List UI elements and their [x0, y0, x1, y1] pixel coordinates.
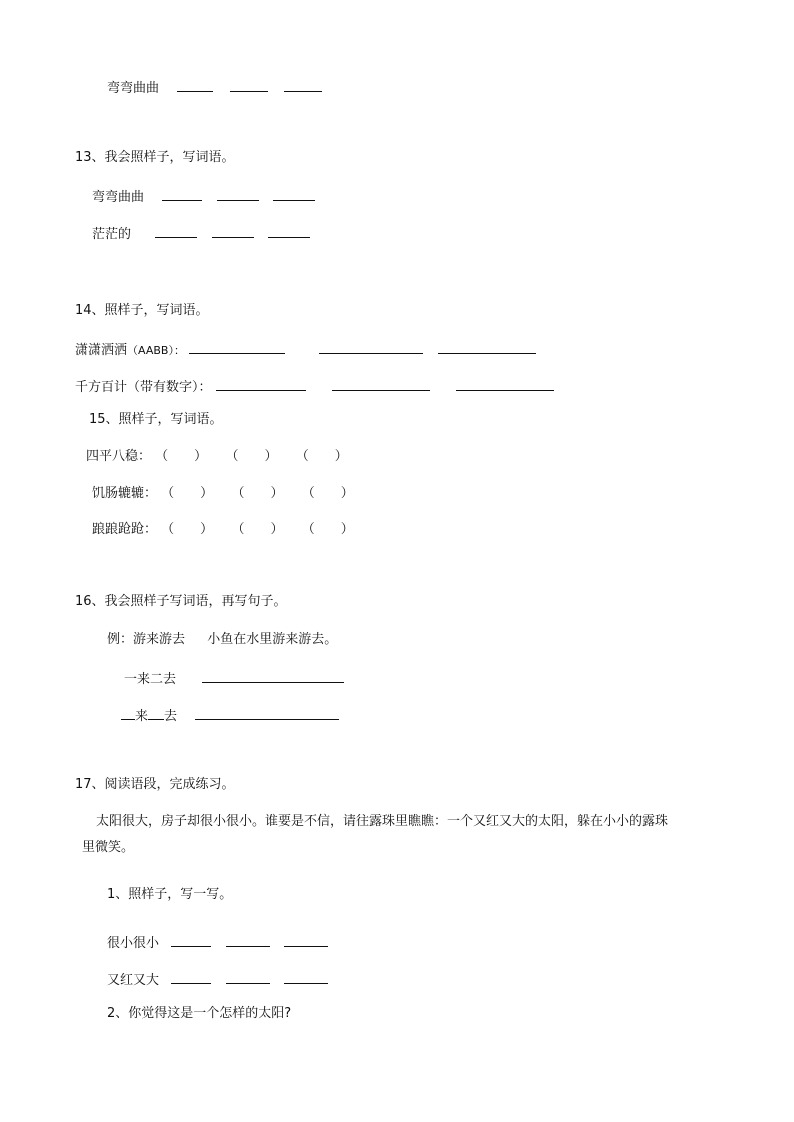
q17-title: 17、阅读语段，完成练习。 — [75, 777, 235, 792]
q17-sub1-row2 — [107, 969, 328, 990]
q14-row2-pattern: （带有数字）： — [127, 380, 212, 395]
q14-row1-pattern: （AABB）： — [127, 344, 185, 357]
q15-row3-word: 踉踉跄跄： — [92, 522, 158, 537]
blank[interactable] — [284, 969, 328, 984]
q13-word1: 弯弯曲曲 — [92, 190, 145, 205]
blank[interactable] — [189, 339, 285, 354]
q17-passage-line2: 里微笑。 — [82, 840, 135, 855]
blank[interactable] — [171, 932, 211, 947]
q15-row1 — [86, 448, 348, 466]
q15-row2-word: 饥肠辘辘： — [92, 486, 158, 501]
q16-item1 — [124, 668, 344, 689]
q17-word1: 很小很小 — [107, 936, 160, 951]
q17-passage-line1: 太阳很大，房子却很小很小。谁要是不信，请往露珠里瞧瞧：一个又红又大的太阳，躲在小小的露珠 — [96, 814, 669, 829]
paren-blank[interactable]: （ ） — [301, 486, 354, 501]
q13-word2: 茫茫的 — [92, 227, 132, 242]
blank[interactable] — [212, 223, 254, 238]
blank[interactable] — [268, 223, 310, 238]
paren-blank[interactable]: （ ） — [231, 486, 284, 501]
blank[interactable] — [155, 223, 197, 238]
q16-example-sentence: 小鱼在水里游来游去。 — [207, 632, 338, 647]
paren-blank[interactable]: （ ） — [155, 449, 208, 464]
blank[interactable] — [230, 77, 268, 92]
blank[interactable] — [216, 376, 306, 391]
q17-sub1-row1 — [107, 932, 328, 953]
paren-blank[interactable]: （ ） — [301, 522, 354, 537]
paren-blank[interactable]: （ ） — [161, 522, 214, 537]
blank[interactable] — [171, 969, 211, 984]
blank[interactable] — [284, 932, 328, 947]
q17-sub2: 2、你觉得这是一个怎样的太阳? — [107, 1006, 292, 1021]
q16-example-label: 例：游来游去 — [107, 632, 186, 647]
q15-title: 15、照样子，写词语。 — [89, 412, 223, 427]
q15-row1-word: 四平八稳： — [86, 449, 152, 464]
blank[interactable] — [121, 705, 135, 720]
q17-word2: 又红又大 — [107, 973, 160, 988]
q14-row2-word: 千方百计 — [75, 380, 128, 395]
blank[interactable] — [438, 339, 536, 354]
q14-row1-word: 潇潇洒洒 — [75, 343, 128, 358]
blank[interactable] — [148, 705, 164, 720]
q16-example — [107, 631, 337, 649]
blank[interactable] — [332, 376, 430, 391]
q15-row2 — [92, 485, 354, 503]
q16-title: 16、我会照样子写词语，再写句子。 — [75, 594, 287, 609]
q13-row1 — [92, 186, 315, 207]
q17-sub1: 1、照样子，写一写。 — [107, 887, 233, 902]
paren-blank[interactable]: （ ） — [161, 486, 214, 501]
blank[interactable] — [217, 186, 259, 201]
q14-row1 — [75, 339, 536, 360]
blank[interactable] — [162, 186, 202, 201]
top-word: 弯弯曲曲 — [107, 81, 160, 96]
blank[interactable] — [202, 668, 344, 683]
q13-row2 — [92, 223, 310, 244]
paren-blank[interactable]: （ ） — [295, 449, 348, 464]
blank[interactable] — [226, 932, 270, 947]
q14-title: 14、照样子，写词语。 — [75, 303, 209, 318]
blank[interactable] — [456, 376, 554, 391]
paren-blank[interactable]: （ ） — [231, 522, 284, 537]
q15-row3 — [92, 521, 354, 539]
top-line — [107, 77, 322, 98]
blank[interactable] — [284, 77, 322, 92]
q16-item2-mid: 来 — [135, 709, 149, 724]
q13-title: 13、我会照样子，写词语。 — [75, 150, 235, 165]
blank[interactable] — [226, 969, 270, 984]
blank[interactable] — [273, 186, 315, 201]
blank[interactable] — [195, 705, 339, 720]
paren-blank[interactable]: （ ） — [225, 449, 278, 464]
blank[interactable] — [319, 339, 423, 354]
blank[interactable] — [177, 77, 213, 92]
q14-row2 — [75, 376, 554, 397]
q16-item2-end: 去 — [164, 709, 178, 724]
q16-item1-word: 一来二去 — [124, 672, 177, 687]
q16-item2 — [121, 705, 339, 726]
